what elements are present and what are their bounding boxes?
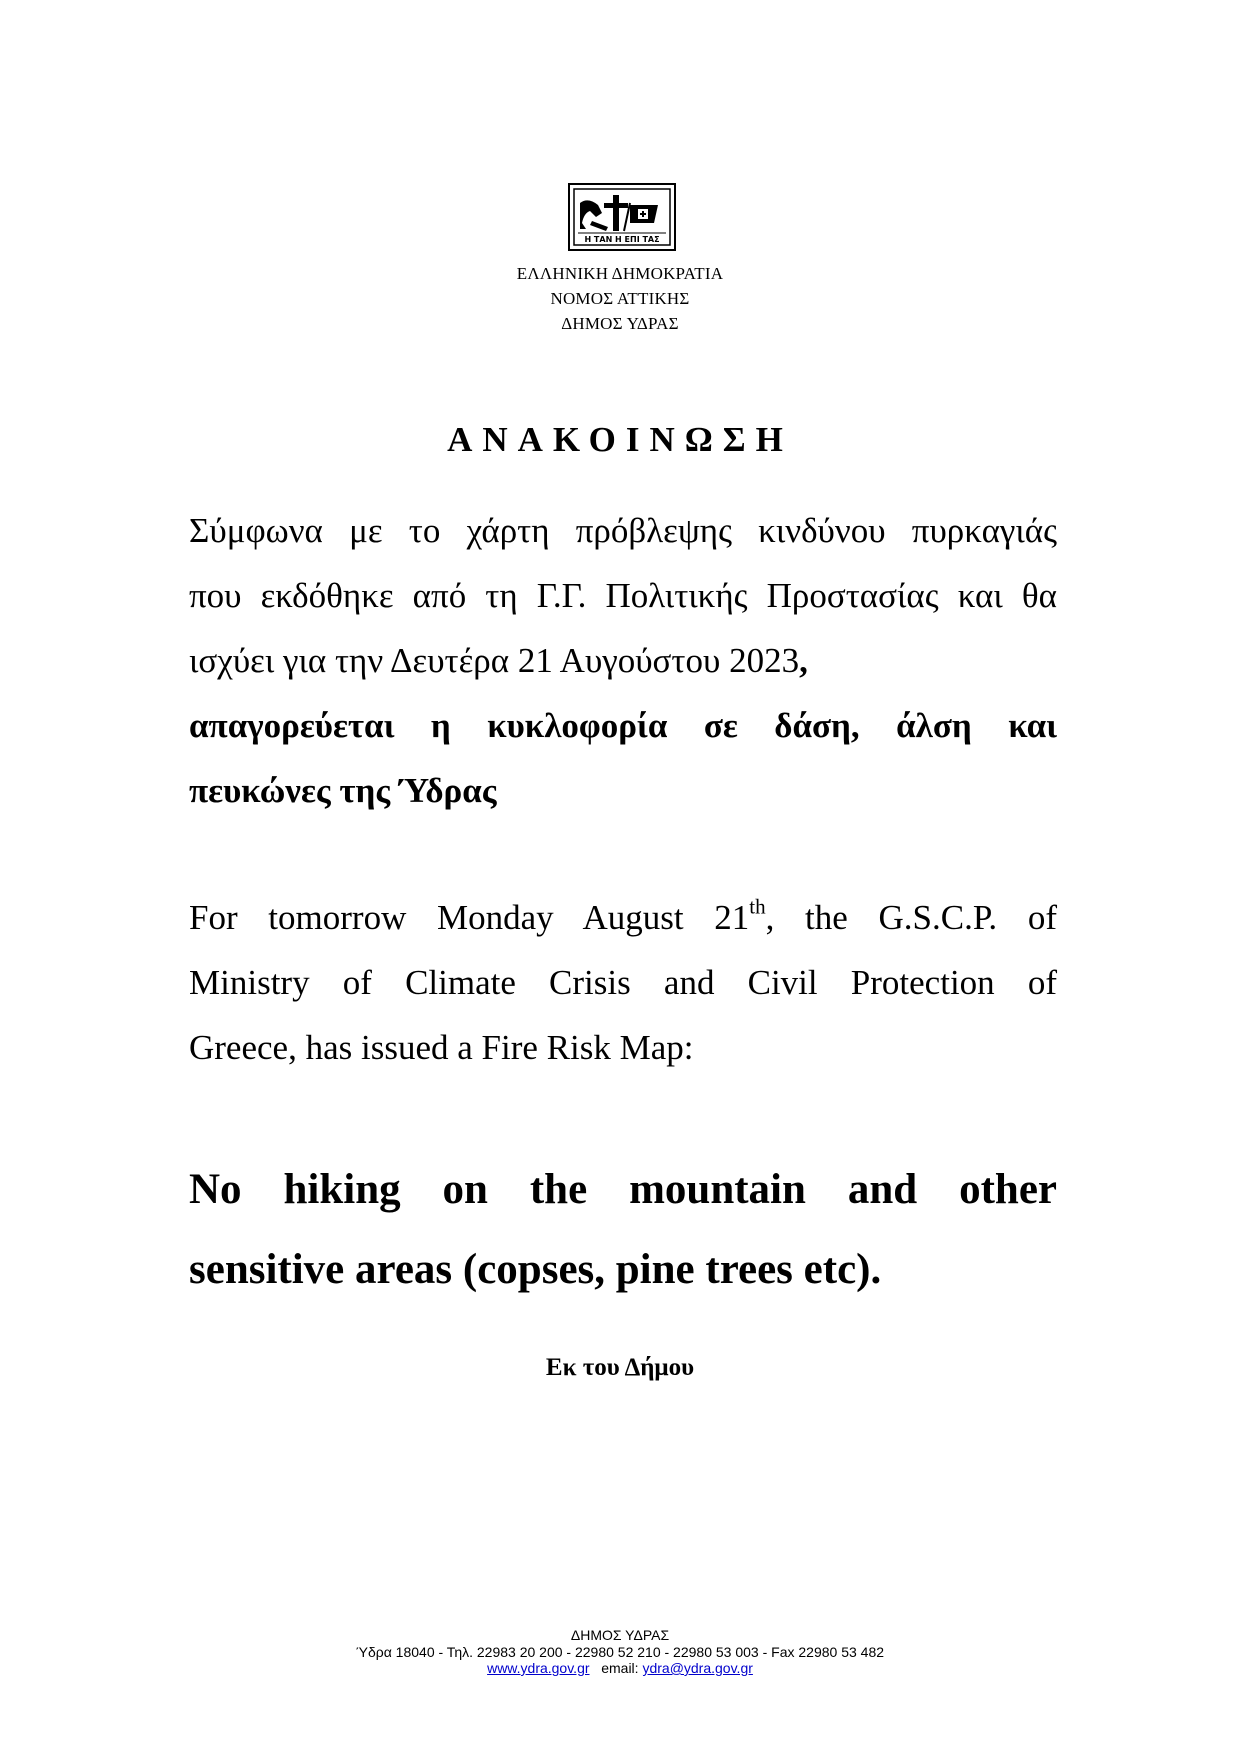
- greek-announcement: [189, 498, 1057, 823]
- page-footer: [270, 1627, 970, 1677]
- emblem-motto: Η ΤΑΝ Η ΕΠΙ ΤΑΣ: [584, 235, 660, 244]
- document-title: ΑΝΑΚΟΙΝΩΣΗ: [447, 420, 793, 459]
- issuer-header: [420, 261, 820, 336]
- header-line-prefecture: ΝΟΜΟΣ ΑΤΤΙΚΗΣ: [550, 289, 690, 308]
- emblem-icon: [568, 183, 676, 251]
- hiking-ban-line-2: sensitive areas (copses, pine trees etc).: [189, 1246, 882, 1293]
- english-line-1-rest: , the G.S.C.P. of: [765, 898, 1057, 937]
- english-announcement: [189, 885, 1057, 1080]
- greek-bold-line-1: απαγορεύεται η κυκλοφορία σε δάση, άλση και: [189, 706, 1057, 745]
- english-line-3: Greece, has issued a Fire Risk Map:: [189, 1028, 694, 1067]
- english-line-2: Ministry of Climate Crisis and Civil Protection of: [189, 963, 1057, 1002]
- greek-line-2: που εκδόθηκε από τη Γ.Γ. Πολιτικής Προστασίας και θα: [189, 576, 1057, 615]
- header-line-municipality: ΔΗΜΟΣ ΥΔΡΑΣ: [561, 314, 679, 333]
- greek-line-3: [189, 628, 1057, 693]
- website-link[interactable]: www.ydra.gov.gr: [487, 1660, 590, 1676]
- english-line-1-text: For tomorrow Monday August 21: [189, 898, 750, 937]
- greek-line-3-text: ισχύει για την Δευτέρα 21 Αυγούστου 2023: [189, 641, 800, 680]
- greek-line-1: Σύμφωνα με το χάρτη πρόβλεψης κινδύνου πυρκαγιάς: [189, 511, 1057, 550]
- email-label: email:: [601, 1660, 639, 1676]
- municipal-emblem: [568, 183, 676, 251]
- ordinal-suffix: th: [749, 894, 766, 919]
- english-line-1: [189, 885, 1057, 950]
- footer-org: ΔΗΜΟΣ ΥΔΡΑΣ: [570, 1627, 670, 1643]
- greek-bold-line-2: πευκώνες της Ύδρας: [189, 771, 497, 810]
- signature: Εκ του Δήμου: [545, 1354, 695, 1381]
- header-line-republic: ΕΛΛΗΝΙΚΗ ΔΗΜΟΚΡΑΤΙΑ: [516, 264, 724, 283]
- greek-line-3-comma: ,: [799, 641, 808, 680]
- footer-links: [270, 1660, 970, 1677]
- email-link[interactable]: ydra@ydra.gov.gr: [642, 1660, 753, 1676]
- footer-contact: Ύδρα 18040 - Τηλ. 22983 20 200 - 22980 52 210 - 22980 53 003 - Fax 22980 53 482: [355, 1643, 885, 1660]
- hiking-ban-line-1: No hiking on the mountain and other: [189, 1166, 1057, 1213]
- english-hiking-ban: [189, 1150, 1057, 1310]
